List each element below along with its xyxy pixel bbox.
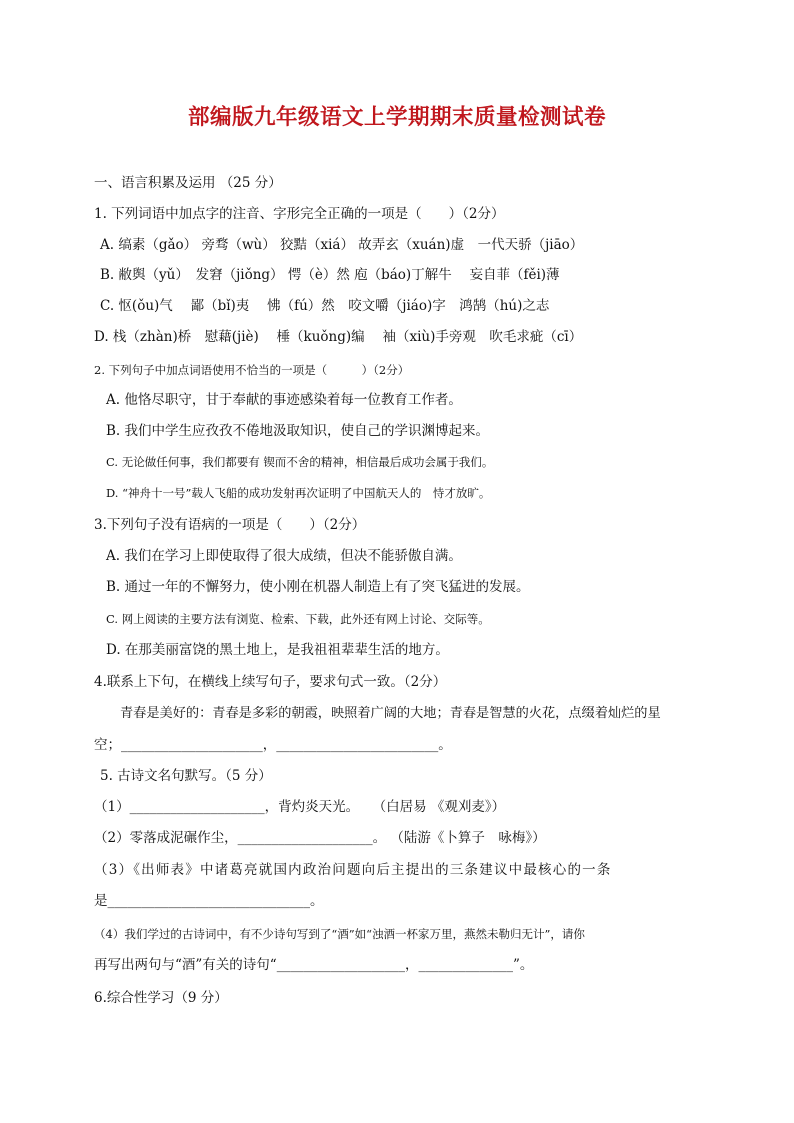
question-5-item-3: （3）《出师表》中诸葛亮就国内政治问题向后主提出的三条建议中最核心的一条	[94, 862, 612, 878]
question-2-option-c: C. 无论做任何事，我们都要有 锲而不舍的精神，相信最后成功会属于我们。	[106, 455, 494, 469]
question-2-stem: 2. 下列句子中加点词语使用不恰当的一项是（ ）（2分）	[94, 363, 410, 377]
question-3-option-a: A. 我们在学习上即使取得了很大成绩，但决不能骄傲自满。	[106, 548, 462, 564]
question-4-text: 青春是美好的：青春是多彩的朝霞，映照着广阔的大地；青春是智慧的火花，点缀着灿烂的星	[120, 706, 661, 721]
question-1-stem: 1. 下列词语中加点字的注音、字形完全正确的一项是（ ）（2分）	[94, 206, 505, 222]
section-heading: 一、语言积累及运用 （25 分）	[94, 175, 282, 191]
question-1-option-b: B. 敝舆（yǔ） 发窘（jiǒng） 愕（è）然 庖（báo)丁解牛 妄自菲（fěi)薄	[100, 267, 560, 283]
question-5-item-4-blanks: 再写出两句与“酒”有关的诗句“___________________，______________”。	[94, 957, 534, 973]
question-1-option-a: A. 缟素（gǎo） 旁骛（wù） 狡黠（xiá） 故弄玄（xuán)虚 一代天骄（jiāo）	[100, 237, 584, 253]
question-5-item-2: （2）零落成泥碾作尘，____________________。 （陆游《卜算子 咏梅》）	[94, 830, 546, 846]
question-3-option-b: B. 通过一年的不懈努力，使小刚在机器人制造上有了突飞猛进的发展。	[106, 579, 530, 595]
question-4-blanks: 空；_____________________，________________________。	[94, 737, 452, 753]
question-2-option-a: A. 他恪尽职守，甘于奉献的事迹感染着每一位教育工作者。	[106, 392, 462, 408]
question-1-option-d: D. 栈（zhàn)桥 慰藉(jiè) 棰（kuǒng)编 袖（xiù)手旁观 吹毛求疵（cī）	[94, 329, 583, 345]
question-6-stem: 6.综合性学习（9 分）	[94, 990, 228, 1006]
question-4-stem: 4.联系上下句，在横线上续写句子，要求句式一致。（2分）	[94, 674, 447, 690]
question-3-option-c: C. 网上阅读的主要方法有浏览、检索、下载，此外还有网上讨论、交际等。	[106, 612, 490, 626]
question-5-item-1: （1）____________________，背灼炎天光。 （白居易 《观刈麦》）	[94, 799, 506, 815]
question-1-option-c: C. 怄(ǒu)气 鄙（bǐ)夷 怫（fú）然 咬文嚼（jiáo)字 鸿鹄（hú)之志	[100, 298, 550, 314]
question-3-option-d: D. 在那美丽富饶的黑土地上，是我祖祖辈辈生活的地方。	[106, 642, 449, 658]
question-3-stem: 3.下列句子没有语病的一项是（ ）（2分）	[94, 517, 366, 533]
question-5-stem: 5. 古诗文名句默写。（5 分）	[100, 768, 272, 784]
question-5-item-4: （4）我们学过的古诗词中，有不少诗句写到了“酒”如“浊酒一杯家万里，燕然未勒归无计”，请你	[94, 927, 585, 941]
question-2-option-d: D. “神舟十一号”载人飞船的成功发射再次证明了中国航天人的 恃才放旷。	[106, 486, 491, 500]
question-5-item-3-blank: 是______________________________。	[94, 893, 324, 909]
question-2-option-b: B. 我们中学生应孜孜不倦地汲取知识，使自己的学识渊博起来。	[106, 423, 490, 439]
page-title: 部编版九年级语文上学期期末质量检测试卷	[187, 105, 606, 130]
